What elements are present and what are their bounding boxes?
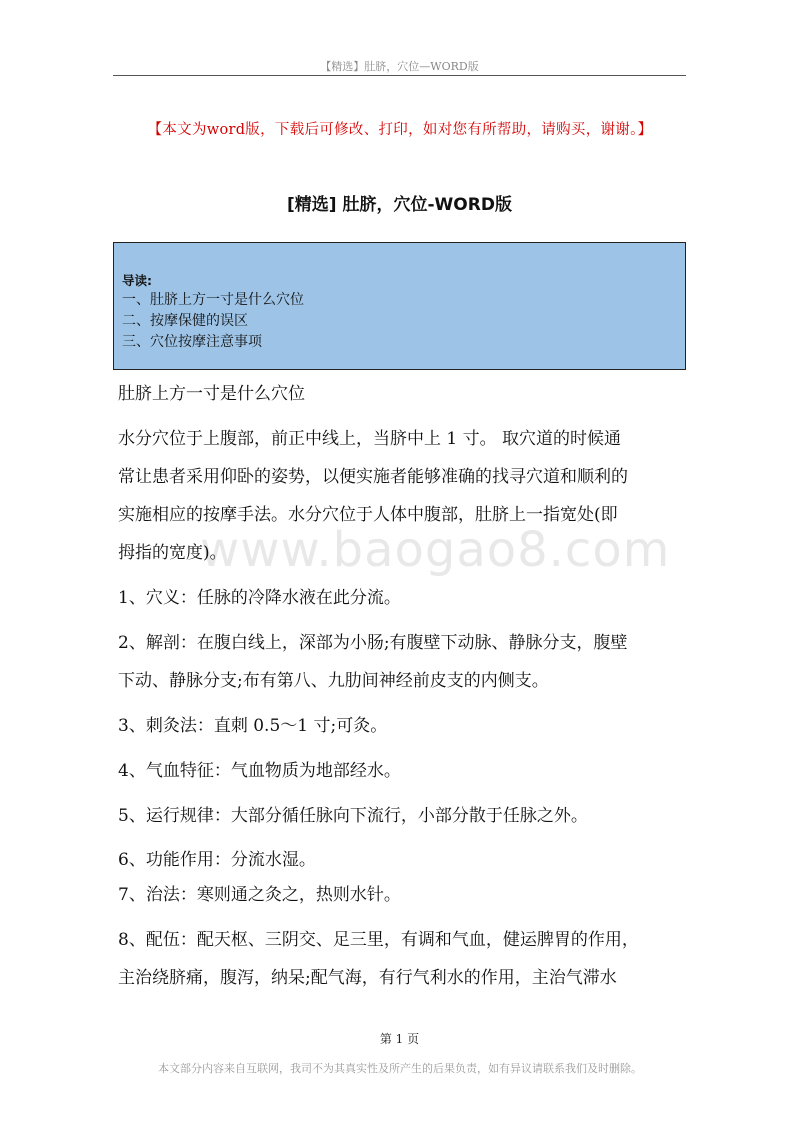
paragraph-line: 实施相应的按摩手法。水分穴位于人体中腹部，肚脐上一指宽处(即 <box>118 505 618 525</box>
list-item: 2、解剖：在腹白线上，深部为小肠;有腹壁下动脉、静脉分支，腹壁 <box>118 633 628 653</box>
list-item: 3、刺灸法：直刺 0.5～1 寸;可灸。 <box>118 716 388 736</box>
document-title: [精选] 肚脐，穴位-WORD版 <box>287 195 512 215</box>
guide-item: 一、肚脐上方一寸是什么穴位 <box>122 292 304 308</box>
list-item: 5、运行规律：大部分循任脉向下流行，小部分散于任脉之外。 <box>118 806 588 826</box>
list-item: 4、气血特征：气血物质为地部经水。 <box>118 761 401 781</box>
paragraph-line: 拇指的宽度)。 <box>118 543 227 563</box>
guide-item: 二、按摩保健的误区 <box>122 313 248 329</box>
list-item-continuation: 下动、静脉分支;布有第八、九肋间神经前皮支的内侧支。 <box>118 671 549 691</box>
page-number: 第 1 页 <box>379 1032 420 1046</box>
list-item: 6、功能作用：分流水湿。 <box>118 850 316 870</box>
running-header: 【精选】肚脐，穴位—WORD版 <box>320 60 479 73</box>
list-item-continuation: 主治绕脐痛，腹泻，纳呆;配气海，有行气利水的作用，主治气滞水 <box>118 968 617 988</box>
list-item: 7、治法：寒则通之灸之，热则水针。 <box>118 885 401 905</box>
section-heading: 肚脐上方一寸是什么穴位 <box>118 384 305 404</box>
footer-disclaimer: 本文部分内容来自互联网，我司不为其真实性及所产生的后果负责，如有异议请联系我们及时删除。 <box>158 1062 642 1075</box>
guide-box <box>113 242 686 370</box>
purchase-notice: 【本文为word版，下载后可修改、打印，如对您有所帮助，请购买，谢谢。】 <box>147 122 653 138</box>
guide-label: 导读: <box>122 273 152 288</box>
guide-item: 三、穴位按摩注意事项 <box>122 334 262 350</box>
paragraph-line: 常让患者采用仰卧的姿势，以便实施者能够准确的找寻穴道和顺利的 <box>118 467 628 487</box>
list-item: 1、穴义：任脉的冷降水液在此分流。 <box>118 588 401 608</box>
header-divider <box>113 75 686 76</box>
paragraph-line: 水分穴位于上腹部，前正中线上，当脐中上 1 寸。 取穴道的时候通 <box>118 429 622 449</box>
watermark: www.baogao8.com <box>200 522 671 578</box>
list-item: 8、配伍：配天枢、三阴交、足三里，有调和气血，健运脾胃的作用， <box>118 930 639 950</box>
